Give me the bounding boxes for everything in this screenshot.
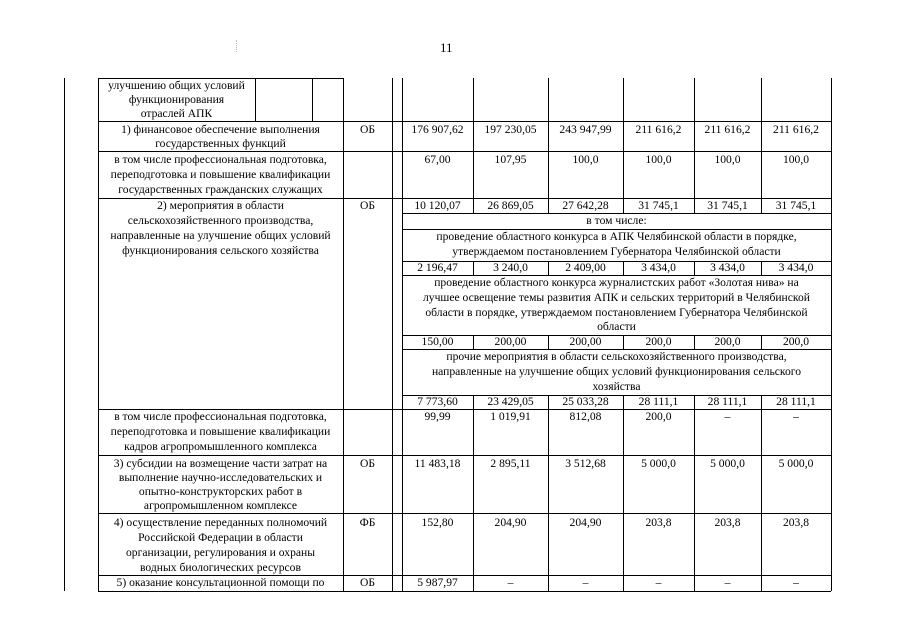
- row7-value: –: [507, 576, 514, 589]
- row7-source: ОБ: [359, 576, 376, 589]
- sub1-value: 2 196,47: [417, 261, 458, 274]
- row2-value: 107,95: [494, 153, 527, 166]
- row4-value: –: [793, 410, 799, 423]
- row3-value: 10 120,07: [414, 199, 461, 212]
- row7-value: –: [724, 576, 731, 589]
- row1-value: 211 616,2: [773, 123, 819, 136]
- sub2-value: 200,00: [569, 335, 602, 348]
- sub2-value: 200,0: [782, 335, 810, 348]
- row3-value: 27 642,28: [562, 199, 609, 212]
- row6-name-line: водных биологических ресурсов: [140, 561, 301, 574]
- sub2-desc-line: проведение областного конкурса журналистских работ «Золотая нива» на: [434, 276, 799, 289]
- row4-value: 99,99: [424, 410, 451, 423]
- row7-value: –: [582, 576, 589, 589]
- row6-name-line: организации, регулирования и охраны: [125, 546, 316, 559]
- row5-value: 5 000,0: [710, 457, 745, 470]
- including-label: в том числе:: [586, 214, 647, 227]
- rule: [548, 78, 549, 213]
- rule: [392, 78, 393, 591]
- rule: [343, 78, 344, 591]
- row3-value: 31 745,1: [707, 199, 748, 212]
- row5-value: 5 000,0: [778, 457, 814, 470]
- rule: [98, 591, 831, 592]
- row6-value: 203,8: [714, 516, 741, 529]
- sub3-desc-line: направленные на улучшение общих условий функционирования сельского: [431, 365, 802, 378]
- row3-name-line: функционирования сельского хозяйства: [122, 244, 319, 257]
- sub1-desc-line: утверждаемом постановлением Губернатора Челябинской области: [452, 245, 781, 258]
- sub3-value: 7 773,60: [417, 395, 458, 408]
- sub2-desc-line: области в порядке, утверждаемом постановлением Губернатора Челябинской: [425, 306, 808, 319]
- sub2-desc-line: области: [597, 320, 636, 333]
- rule: [255, 78, 256, 121]
- row5-name-line: опытно-конструкторских работ в: [138, 485, 303, 498]
- row0-name-line: отраслей АПК: [140, 107, 213, 120]
- row3-name-line: сельскохозяйственного производства,: [127, 214, 314, 227]
- row4-name-line: кадров агропромышленного комплекса: [124, 440, 317, 453]
- row3-value: 26 869,05: [487, 199, 534, 212]
- row2-value: 67,00: [424, 153, 451, 166]
- sub2-value: 200,00: [494, 335, 527, 348]
- sub2-value: 200,0: [714, 335, 741, 348]
- sub1-value: 3 240,0: [493, 261, 528, 274]
- row5-name-line: выполнение научно-исследовательских и: [118, 471, 323, 484]
- row3-name-line: 2) мероприятия в области: [157, 199, 284, 212]
- rule: [312, 78, 313, 121]
- row6-name-line: 4) осуществление переданных полномочий: [113, 516, 328, 529]
- row2-name-line: в том числе профессиональная подготовка,: [114, 153, 327, 166]
- row4-value: 1 019,91: [490, 410, 531, 423]
- row6-value: 204,90: [494, 516, 527, 529]
- row1-value: 243 947,99: [559, 123, 612, 136]
- row7-value: –: [655, 576, 662, 589]
- row1-name-line: государственных функций: [155, 137, 286, 150]
- sub3-desc-line: хозяйства: [592, 380, 641, 393]
- sub1-value: 3 434,0: [641, 261, 676, 274]
- sub3-value: 28 111,1: [776, 395, 816, 408]
- row6-value: 152,80: [421, 516, 454, 529]
- row1-value: 211 616,2: [635, 123, 682, 136]
- row7-value: 5 987,97: [417, 576, 458, 589]
- row2-value: 100,0: [645, 153, 672, 166]
- row6-name-line: Российской Федерации в области: [138, 531, 303, 544]
- row5-source: ОБ: [359, 457, 376, 470]
- row6-value: 204,90: [569, 516, 602, 529]
- row2-name-line: государственных гражданских служащих: [118, 183, 323, 196]
- row2-value: 100,0: [714, 153, 741, 166]
- row5-name-line: 3) субсидии на возмещение части затрат на: [113, 457, 328, 470]
- row5-name-line: агропромышленном комплексе: [143, 499, 298, 512]
- row5-value: 2 895,11: [490, 457, 531, 470]
- row5-value: 11 483,18: [414, 457, 461, 470]
- sub3-value: 25 033,28: [562, 395, 609, 408]
- page-number: 11: [440, 40, 453, 55]
- sub2-value: 150,00: [421, 335, 454, 348]
- row3-value: 31 745,1: [775, 199, 817, 212]
- row2-value: 100,0: [782, 153, 810, 166]
- row1-name-line: 1) финансовое обеспечение выполнения: [121, 123, 320, 136]
- row5-value: 5 000,0: [641, 457, 676, 470]
- row5-value: 3 512,68: [565, 457, 606, 470]
- row4-value: –: [724, 410, 731, 423]
- row7-name-line: 5) оказание консультационной помощи по: [116, 576, 325, 589]
- sub2-value: 200,0: [645, 335, 672, 348]
- sub1-desc-line: проведение областного конкурса в АПК Челябинской области в порядке,: [436, 230, 797, 243]
- rule: [473, 78, 474, 213]
- rule: [64, 78, 65, 591]
- row0-name-line: улучшению общих условий: [108, 79, 245, 92]
- row4-name-line: переподготовка и повышение квалификации: [110, 425, 331, 438]
- row6-value: 203,8: [645, 516, 672, 529]
- sub3-value: 28 111,1: [638, 395, 679, 408]
- row3-source: ОБ: [359, 199, 376, 212]
- rule: [694, 78, 695, 213]
- row4-value: 200,0: [645, 410, 672, 423]
- sub1-value: 3 434,0: [710, 261, 745, 274]
- row6-source: ФБ: [359, 516, 376, 529]
- row6-value: 203,8: [782, 516, 810, 529]
- row1-value: 197 230,05: [484, 123, 537, 136]
- rule: [623, 78, 624, 213]
- sub3-value: 28 111,1: [707, 395, 748, 408]
- row2-value: 100,0: [572, 153, 599, 166]
- sub3-desc-line: прочие мероприятия в области сельскохозяйственного производства,: [446, 350, 787, 363]
- rule: [761, 78, 762, 213]
- row4-value: 812,08: [569, 410, 602, 423]
- sub2-desc-line: лучшее освещение темы развития АПК и сельских территорий в Челябинской: [423, 291, 810, 304]
- row1-value: 211 616,2: [704, 123, 751, 136]
- row0-name-line: функционирования: [128, 93, 225, 106]
- row1-value: 176 907,62: [411, 123, 464, 136]
- sub3-value: 23 429,05: [487, 395, 534, 408]
- row7-value: –: [793, 576, 799, 589]
- row2-name-line: переподготовка и повышение квалификации: [110, 168, 331, 181]
- row4-name-line: в том числе профессиональная подготовка,: [114, 410, 327, 423]
- sub1-value: 3 434,0: [778, 261, 814, 274]
- sub1-value: 2 409,00: [565, 261, 606, 274]
- row3-name-line: направленные на улучшение общих условий: [110, 229, 331, 242]
- row1-source: ОБ: [359, 123, 376, 136]
- rule: [98, 455, 831, 456]
- row3-value: 31 745,1: [638, 199, 679, 212]
- rule: [831, 78, 832, 591]
